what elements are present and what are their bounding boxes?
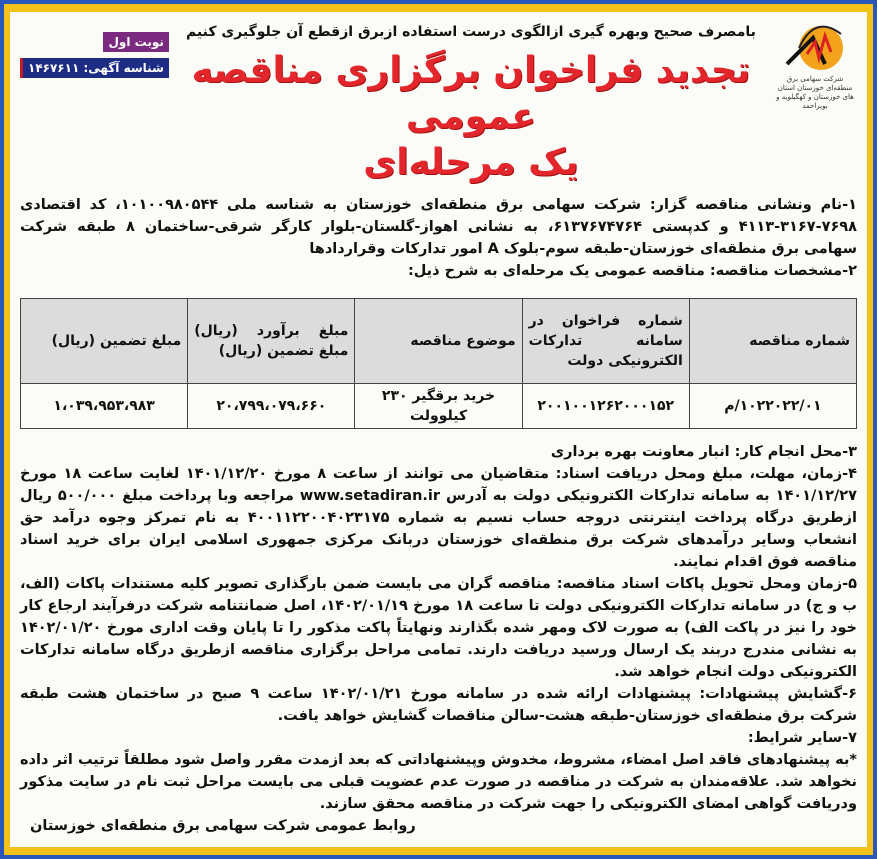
cell-tender-number: ۱۰۲۲۰۲۲/۰۱/م	[689, 384, 856, 429]
title-line-2: یک مرحله‌ای	[363, 142, 579, 183]
ad-id-badge: شناسه آگهی: ۱۴۶۷۶۱۱	[20, 58, 169, 78]
header-subject: موضوع مناقصه	[355, 299, 522, 384]
section-2: ۲-مشخصات مناقصه: مناقصه عمومی یک مرحله‌ای به شرح ذیل:	[407, 263, 857, 279]
power-company-logo-icon	[785, 20, 845, 75]
table-row	[21, 384, 857, 429]
page-title	[179, 48, 763, 186]
company-logo	[773, 20, 857, 111]
logo-caption: شرکت سهامی برق منطقه‌ای خوزستان استان های خوزستان و کهگیلویه و بویراحمد	[776, 75, 854, 110]
round-badge: نوبت اول	[103, 32, 168, 52]
cell-guarantee: ۱،۰۳۹،۹۵۳،۹۸۳	[21, 384, 188, 429]
title-line-1: تجدید فراخوان برگزاری مناقصه عمومی	[191, 50, 751, 137]
section-3: ۳-محل انجام کار: انبار معاونت بهره برداری	[550, 444, 857, 460]
header-guarantee: مبلغ تضمین (ریال)	[21, 299, 188, 384]
ad-header	[20, 20, 857, 186]
header-tender-number: شماره مناقصه	[689, 299, 856, 384]
cell-subject: خرید برقگیر ۲۳۰ کیلوولت	[355, 384, 522, 429]
cell-estimate: ۲۰،۷۹۹،۰۷۹،۶۶۰	[188, 384, 355, 429]
header-center	[179, 20, 763, 186]
header-call-number: شماره فراخوان در سامانه تدارکات الکترونیکی دولت	[522, 299, 689, 384]
table-header-row	[21, 299, 857, 384]
section-6: ۶-گشایش پیشنهادات: پیشنهادات ارائه شده در سامانه مورخ ۱۴۰۲/۰۱/۲۱ ساعت ۹ صبح در ساختمان هشت طبقه شرکت برق منطقه‌ای خوزستان-طبقه هشت-سالن مناقصات گشایش خواهد یافت.	[20, 686, 857, 724]
ad-frame	[4, 4, 873, 855]
ad-body	[20, 194, 857, 837]
cell-call-number: ۲۰۰۱۰۰۱۲۶۲۰۰۰۱۵۲	[522, 384, 689, 429]
badges	[20, 32, 169, 78]
signature: روابط عمومی شرکت سهامی برق منطقه‌ای خوزستان	[30, 818, 416, 834]
section-1: ۱-نام ونشانی مناقصه گزار: شرکت سهامی برق منطقه‌ای خوزستان به شناسه ملی ۱۰۱۰۰۹۸۰۵۴۴، کد اقتصادی ۷۶۹۸-۳۱۶۷-۴۱۱۳ و کدپستی ۶۱۳۷۶۷۴۷۶۴، به نشانی اهواز-گلستان-بلوار کارگر شرقی-ساختمان ۸ طبقه شرکت سهامی برق منطقه‌ای خوزستان-طبقه سوم-بلوک A امور تدارکات وقراردادها	[20, 197, 857, 257]
tender-advertisement	[10, 12, 867, 847]
section-4: ۴-زمان، مهلت، مبلغ ومحل دریافت اسناد: متقاضیان می توانند از ساعت ۸ مورخ ۱۴۰۱/۱۲/۲۰ لغایت ساعت ۱۸ مورخ ۱۴۰۱/۱۲/۲۷ به سامانه تدارکات الکترونیکی دولت به آدرس www.setadiran.ir مراجعه وبا پرداخت مبلغ ۵۰۰/۰۰۰ ریال ازطریق درگاه پرداخت اینترنتی دروجه حساب نسیم به شماره ۴۰۰۱۱۲۲۰۰۴۰۲۳۱۷۵ به نام تمرکز وجوه درآمد حق انشعاب وسایر درآمدهای شرکت برق منطقه‌ای خوزستان دربانک مرکزی جمهوری اسلامی ایران برای خرید اسناد مناقصه فوق اقدام نمایند.	[20, 466, 858, 570]
section-5: ۵-زمان ومحل تحویل پاکات اسناد مناقصه: مناقصه گران می بایست ضمن بارگذاری تصویر کلیه مستندات پاکات (الف، ب و ج) در سامانه تدارکات الکترونیکی دولت تا ساعت ۱۸ مورخ ۱۴۰۲/۰۱/۱۹، اصل ضمانتنامه شرکت درفرآیند ارجاع کار خود را نیز در پاکت الف) به صورت لاک ومهر شده بگذارند ونهایتاً پاکت مذکور را تا پایان وقت اداری مورخ ۱۴۰۲/۰۱/۲۰ به نشانی مندرج دربند یک ارسال ورسید دریافت دارند. تمامی مراحل برگزاری مناقصه ازطریق درگاه سامانه تدارکات الکترونیکی دولت انجام خواهد شد.	[20, 576, 858, 680]
section-7-conditions: *به پیشنهادهای فاقد اصل امضاء، مشروط، مخدوش وپیشنهاداتی که بعد ازمدت مقرر واصل شود مطلقاً ترتیب اثر داده نخواهد شد. علاقه‌مندان به شرکت در مناقصه در صورت عدم عضویت قبلی می بایست مراحل ثبت نام در سایت مذکور ودریافت گواهی امضای الکترونیکی را جهت شرکت در مناقصه محقق سازند.	[20, 752, 857, 812]
slogan: بامصرف صحیح وبهره گیری ازالگوی درست استفاده ازبرق ازقطع آن جلوگیری کنیم	[185, 24, 756, 40]
header-estimate: مبلغ برآورد (ریال) مبلغ تضمین (ریال)	[188, 299, 355, 384]
tender-table	[20, 298, 857, 429]
section-7: ۷-سایر شرایط:	[747, 730, 857, 746]
